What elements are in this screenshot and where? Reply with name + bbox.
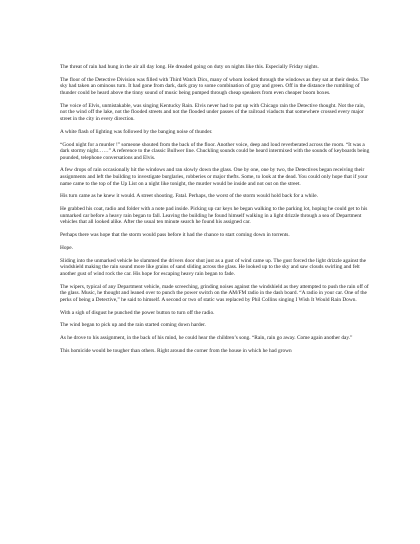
paragraph-12: The wipers, typical of any Department vehicle, made screeching, grinding noises against the windshield as they attempted to push the rain off of the glass. Music, he thought and leaned over to punch the power switch on the AM/FM radio in the dash board. “A radio in your car. One of the perks of being a Detective,” he said to himself. A second or two of static was replaced by Phil Collins singing I Wish It Would Rain Down. (60, 283, 369, 303)
paragraph-3: The voice of Elvis, unmistakable, was singing Kentucky Rain. Elvis never had to put up with Chicago rain the Detective thought. Not the rain, not the wind off the lake, not the flooded streets and not the flooded under passes of the railroad viaducts that somewhere crossed every major street in the city in every direction. (60, 102, 365, 122)
paragraph-2: The floor of the Detective Division was filled with Third Watch Dics, many of whom looked through the windows as they sat at their desks. The sky had taken an ominous turn. It had gone from dark, dark gray to some combination of gray and green. Off in the distance the rumbling of thunder could be heard above the tinny sound of music being pumped through cheap speakers from even cheaper boom boxes. (60, 76, 369, 96)
paragraph-8: He grabbed his coat, radio and folder with a note pad inside. Picking up car keys he began walking to the parking lot, hoping he could get to his unmarked car before a heavy rain began to fall. Leaving the building he found himself walking in a light drizzle through a sea of Department vehicles that all looked alike. After the usual ten minute search he found his assigned car. (60, 206, 368, 226)
paragraph-7: His turn came as he knew it would. A street shooting. Fatal. Perhaps, the worst of the storm would hold back for a while. (60, 193, 318, 200)
paragraph-14: The wind began to pick up and the rain started coming down harder. (60, 322, 206, 329)
paragraph-6: A few drops of rain occasionally hit the windows and ran slowly down the glass. One by one, one by two, the Detectives began receiving their assignments and left the building to investigate burglaries, robberies or major thefts. Some, to look at the dead. You could only hope that if your name came to the top of the Up List on a night like tonight, the murder would be inside and not out on the street. (60, 167, 368, 187)
document-page (60, 64, 372, 534)
paragraph-4: A white flash of lighting was followed by the banging noise of thunder. (60, 128, 213, 135)
paragraph-16: This homicide would be tougher than others. Right around the corner from the house in which he had grown (60, 348, 292, 355)
paragraph-5: “Good night for a murder !” someone shouted from the back of the floor. Another voice, deep and loud reverberated across the room. “It was a dark stormy night……” A reference to the classic Bullwer line. Chuckling sounds could be heard intermixed with the sounds of keyboards being pounded, telephone conversations and Elvis. (60, 141, 370, 161)
paragraph-11: Sliding into the unmarked vehicle he slammed the drivers door shut just as a gust of wind came up. The gust forced the light drizzle against the windshield making the rain sound more like grains of sand sliding across the glass. He looked up to the sky and saw clouds swirling and felt another gust of wind rock the car. His hope for escaping heavy rain began to fade. (60, 257, 367, 277)
paragraph-10: Hope. (60, 244, 73, 251)
paragraph-13: With a sigh of disgust he punched the power button to turn off the radio. (60, 309, 215, 316)
paragraph-1: The threat of rain had hung in the air all day long. He dreaded going on duty on nights like this. Especially Friday nights. (60, 64, 319, 70)
paragraph-15: As he drove to his assignment, in the back of his mind, he could hear the children’s song. “Rain, rain go away. Come again another day.” (60, 335, 353, 342)
paragraph-9: Perhaps there was hope that the storm would pass before it had the chance to start coming down in torrents. (60, 232, 290, 239)
